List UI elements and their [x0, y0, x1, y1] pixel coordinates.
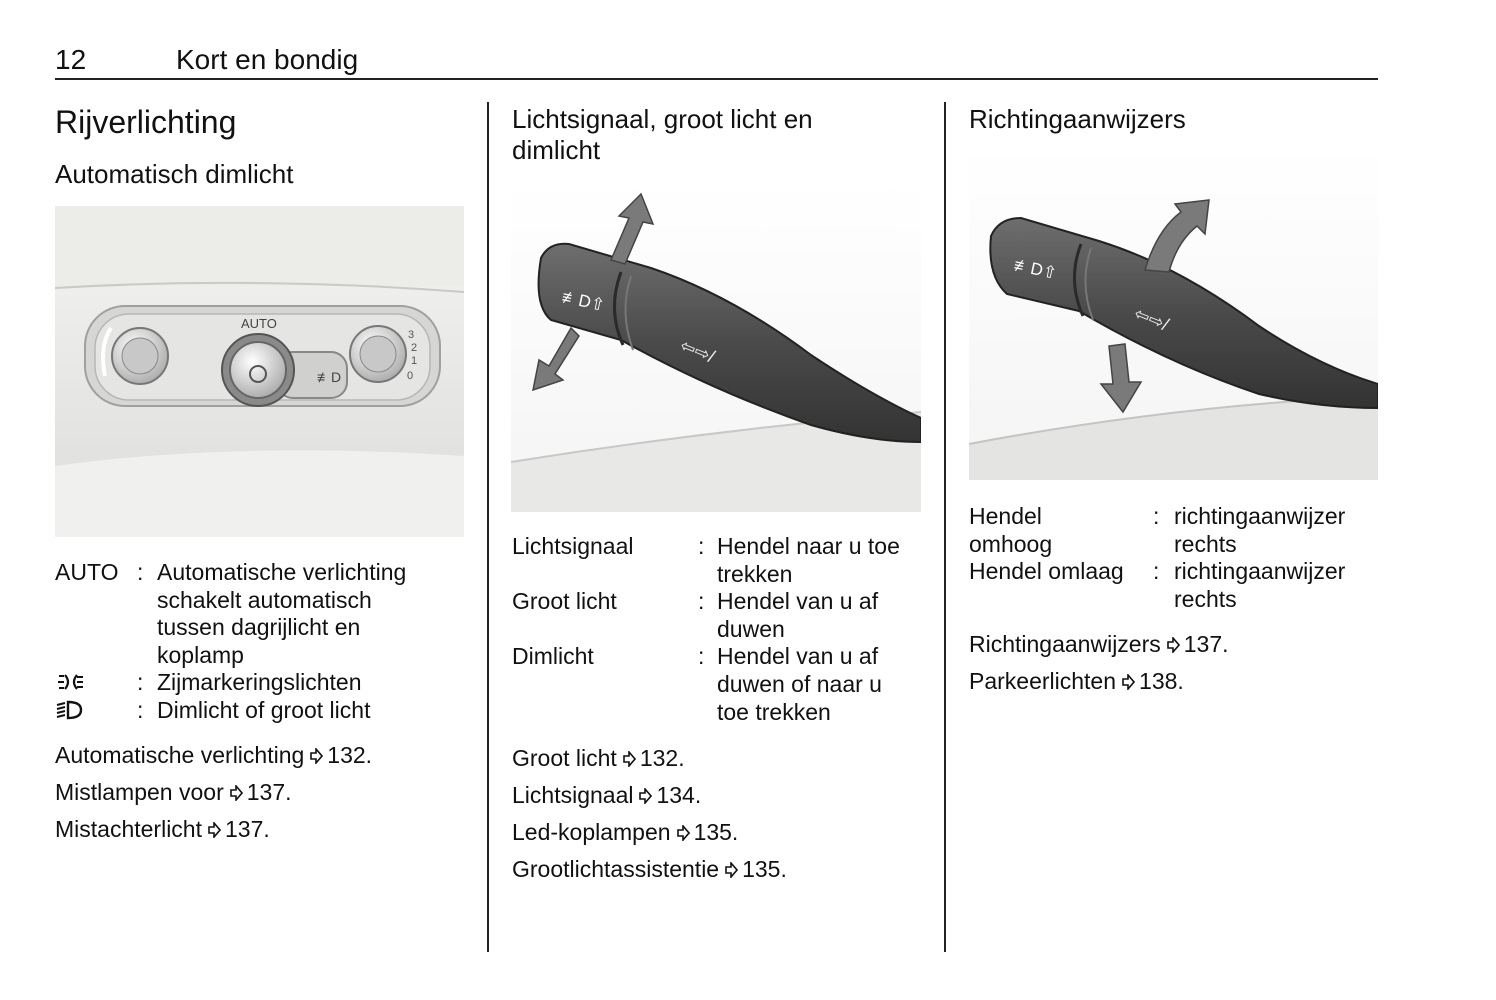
reference-item[interactable]: Parkeerlichten 138. — [969, 668, 1184, 694]
low-beam-icon — [55, 699, 85, 721]
side-marker-lights-icon — [55, 671, 85, 693]
svg-text:1: 1 — [411, 355, 418, 367]
column-divider-1 — [487, 102, 489, 952]
definition-row: Groot licht : Hendel van u af duwen — [512, 588, 879, 642]
header-rule — [55, 78, 1378, 80]
definition-row — [55, 559, 475, 669]
svg-text:2: 2 — [411, 342, 418, 354]
headlight-stalk-figure — [511, 180, 921, 512]
cross-references — [969, 631, 1229, 705]
column-divider-2 — [944, 102, 946, 952]
control-definitions — [55, 559, 475, 725]
reference-item[interactable]: Groot licht 132. — [512, 745, 685, 771]
page-reference-arrow-icon — [1166, 637, 1180, 653]
reference-item[interactable]: Mistlampen voor 137. — [55, 779, 292, 805]
svg-text:⇦⇨/: ⇦⇨/ — [1131, 303, 1172, 335]
page-reference-arrow-icon — [309, 748, 323, 764]
stalk-definitions — [512, 533, 932, 726]
page-number: 12 — [55, 44, 87, 75]
svg-text:≢D⇧: ≢D⇧ — [560, 287, 607, 315]
page-reference-arrow-icon — [622, 751, 636, 767]
svg-text:3: 3 — [408, 329, 415, 341]
signal-definitions — [969, 503, 1379, 613]
light-switch-panel-figure — [55, 206, 464, 537]
reference-item[interactable]: Led-koplampen 135. — [512, 819, 739, 845]
page-reference-arrow-icon — [207, 822, 221, 838]
page-reference-arrow-icon — [638, 788, 652, 804]
definition-row: Hendel omhoog : richtingaanwijzer rechts — [969, 503, 1346, 557]
section-title-richtingaanwijzers: Richtingaanwijzers — [969, 104, 1186, 134]
definition-term: AUTO — [55, 559, 119, 585]
definition-row: Lichtsignaal : Hendel naar u toe trekken — [512, 533, 900, 587]
section-title-rijverlichting: Rijverlichting — [55, 104, 237, 140]
reference-item[interactable]: Automatische verlichting 132. — [55, 742, 373, 768]
definition-row: : Dimlicht of groot licht — [55, 697, 475, 725]
definition-row: : Zijmarkeringslichten — [55, 669, 475, 697]
definition-separator: : — [137, 559, 144, 585]
cross-references — [512, 745, 787, 893]
reference-item[interactable]: Grootlichtassistentie 135. — [512, 856, 787, 882]
page-reference-arrow-icon — [676, 825, 690, 841]
svg-text:≢D: ≢D — [317, 369, 342, 385]
running-title: Kort en bondig — [176, 44, 359, 75]
page-reference-arrow-icon — [1121, 674, 1135, 690]
svg-text:⇦⇨/: ⇦⇨/ — [677, 335, 718, 367]
definition-row: Hendel omlaag : richtingaanwijzer rechts — [969, 558, 1346, 612]
definition-row: Dimlicht : Hendel van u af duwen of naar u toe trekken — [512, 643, 882, 725]
definition-description: Automatische verlichting schakelt automatisch tussen dagrijlicht en koplamp — [157, 559, 407, 668]
reference-item[interactable]: Richtingaanwijzers 137. — [969, 631, 1229, 657]
reference-item[interactable]: Lichtsignaal 134. — [512, 782, 702, 808]
section-title-lichtsignaal: Lichtsignaal, groot licht en dimlicht — [512, 104, 813, 165]
page-reference-arrow-icon — [724, 862, 738, 878]
cross-references — [55, 742, 372, 853]
subsection-title-automatisch-dimlicht: Automatisch dimlicht — [55, 159, 294, 189]
svg-text:≢D⇧: ≢D⇧ — [1012, 255, 1059, 283]
reference-item[interactable]: Mistachterlicht 137. — [55, 816, 270, 842]
turn-signal-stalk-figure — [969, 146, 1378, 480]
svg-text:0: 0 — [407, 370, 414, 382]
page-reference-arrow-icon — [229, 785, 243, 801]
auto-label: AUTO — [241, 316, 277, 331]
